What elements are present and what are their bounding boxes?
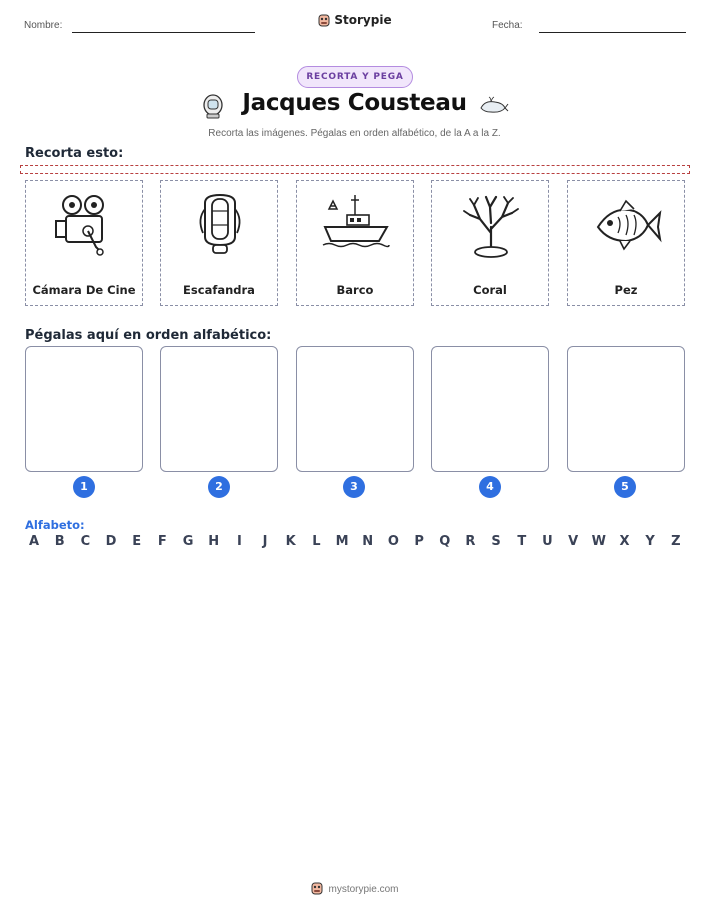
ship-icon: [319, 189, 393, 263]
alphabet-letter: X: [619, 534, 630, 549]
fish-icon: [590, 189, 664, 263]
alphabet-letter: A: [28, 534, 40, 549]
date-label: Fecha:: [492, 20, 523, 31]
cut-card-fish[interactable]: [567, 180, 685, 306]
alphabet-letter: K: [285, 534, 296, 549]
number-badge-4: 4: [479, 476, 501, 498]
alphabet-letter: R: [465, 534, 476, 549]
alphabet-letter: O: [387, 534, 399, 549]
alphabet-letter: Q: [439, 534, 451, 549]
alphabet-letter: Y: [645, 534, 655, 549]
whale-icon: [479, 96, 509, 116]
name-label: Nombre:: [24, 20, 63, 31]
alphabet-letter: P: [414, 534, 424, 549]
alphabet-letter: Z: [671, 534, 681, 549]
paste-box-3[interactable]: [296, 346, 414, 472]
diving-suit-icon: [183, 189, 257, 263]
card-label: Cámara De Cine: [32, 283, 136, 297]
alphabet-letter: W: [591, 534, 606, 549]
cut-line: [20, 165, 690, 174]
coral-icon: [454, 189, 528, 263]
footer: [0, 881, 709, 895]
alphabet-letter: L: [312, 534, 321, 549]
alphabet-letter: H: [208, 534, 220, 549]
alphabet-letter: E: [132, 534, 142, 549]
storypie-logo-icon: [310, 881, 324, 895]
cut-card-camera[interactable]: [25, 180, 143, 306]
alphabet-letter: S: [491, 534, 501, 549]
paste-box-2[interactable]: [160, 346, 278, 472]
card-label: Barco: [336, 283, 374, 297]
paste-box-5[interactable]: [567, 346, 685, 472]
paste-heading: Pégalas aquí en orden alfabético:: [25, 328, 272, 343]
alphabet-letter: D: [105, 534, 117, 549]
alphabet-letter: V: [568, 534, 579, 549]
activity-badge: RECORTA Y PEGA: [297, 66, 413, 88]
number-badge-3: 3: [343, 476, 365, 498]
film-camera-icon: [48, 189, 122, 263]
alphabet-letter: N: [362, 534, 374, 549]
card-label: Escafandra: [183, 283, 255, 297]
alphabet-row: [25, 534, 685, 549]
alphabet-letter: F: [157, 534, 167, 549]
number-badge-1: 1: [73, 476, 95, 498]
alphabet-letter: I: [236, 534, 242, 549]
alphabet-letter: B: [54, 534, 65, 549]
name-line[interactable]: [72, 32, 255, 33]
alphabet-letter: J: [262, 534, 268, 549]
card-label: Coral: [473, 283, 507, 297]
date-line[interactable]: [539, 32, 686, 33]
brand-name: Storypie: [334, 13, 392, 27]
alphabet-letter: G: [182, 534, 194, 549]
card-label: Pez: [614, 283, 638, 297]
paste-box-1[interactable]: [25, 346, 143, 472]
alphabet-letter: M: [335, 534, 349, 549]
paste-box-4[interactable]: [431, 346, 549, 472]
number-badge-5: 5: [614, 476, 636, 498]
cut-card-coral[interactable]: [431, 180, 549, 306]
number-badge-2: 2: [208, 476, 230, 498]
alphabet-letter: U: [542, 534, 553, 549]
cut-card-ship[interactable]: [296, 180, 414, 306]
brand: [0, 13, 709, 27]
storypie-logo-icon: [317, 13, 331, 27]
alphabet-title: Alfabeto:: [25, 518, 85, 532]
footer-link[interactable]: mystorypie.com: [328, 884, 399, 895]
page-title: Jacques Cousteau: [242, 90, 467, 116]
cut-card-diving-suit[interactable]: [160, 180, 278, 306]
cut-heading: Recorta esto:: [25, 146, 124, 161]
alphabet-letter: T: [517, 534, 527, 549]
alphabet-letter: C: [80, 534, 91, 549]
instructions: Recorta las imágenes. Pégalas en orden alfabético, de la A a la Z.: [208, 128, 501, 139]
